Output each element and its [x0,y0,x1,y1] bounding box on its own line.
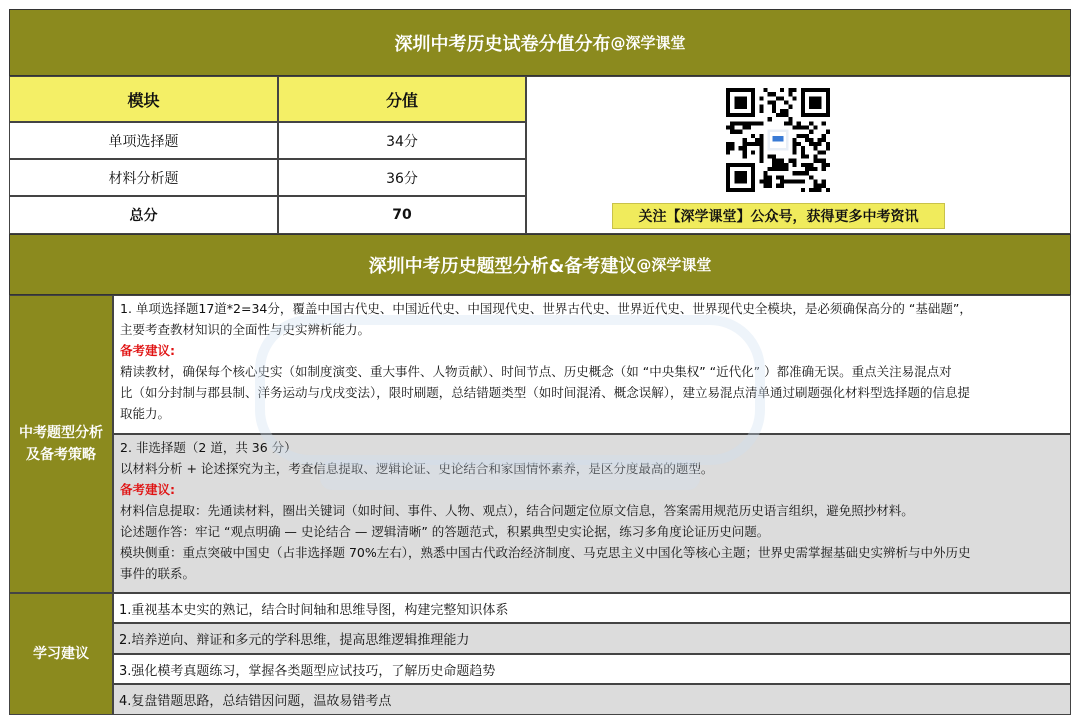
table-total-score: 70 [278,196,526,234]
text-line: 精读教材，确保每个核心史实（如制度演变、重大事件、人物贡献）、时间节点、历史概念（如 “中央集权” “近代化” ）都准确无误。重点关注易混点对 [120,364,952,379]
title-main: 深圳中考历史试卷分值分布 [394,33,611,55]
qr-caption: 关注【深学课堂】公众号，获得更多中考资讯 [612,203,945,229]
title-bar-score-distribution [9,9,1071,76]
side-label-line: 及备考策略 [26,447,96,463]
qr-code-icon[interactable] [726,88,830,192]
study-item: 3.强化模考真题练习，掌握各类题型应试技巧，了解历史命题趋势 [113,654,1071,684]
text-line: 2. 非选择题（2 道，共 36 分） [120,440,297,455]
table-row-score: 36分 [278,159,526,196]
side-label-study: 学习建议 [9,593,113,715]
side-label-line: 中考题型分析 [19,425,103,441]
text-line: 主要考查教材知识的全面性与史实辨析能力。 [120,322,371,337]
text-line: 比（如分封制与郡县制、洋务运动与戊戌变法），限时刷题，总结错题类型（如时间混淆、概念误解），建立易混点清单通过刷题强化材料型选择题的信息提 [120,385,971,400]
text-line: 1. 单项选择题17道*2=34分，覆盖中国古代史、中国近代史、中国现代史、世界古代史、世界近代史、世界现代史全模块，是必须确保高分的 “基础题”， [120,301,972,316]
analysis-part-nonchoice [113,434,1071,593]
side-label-analysis [9,295,113,593]
study-item: 4.复盘错题思路，总结错因问题，温故易错考点 [113,684,1071,715]
table-row-module: 单项选择题 [9,122,278,159]
table-row-score: 34分 [278,122,526,159]
text-line: 模块侧重：重点突破中国史（占非选择题 70%左右），熟悉中国古代政治经济制度、马克思主义中国化等核心主题；世界史需掌握基础史实辨析与中外历史 [120,545,971,560]
title-at: @深学课堂 [610,34,686,52]
title2-at: @深学课堂 [636,256,712,274]
table-header-score: 分值 [278,76,526,122]
analysis-part-choice [113,295,1071,434]
text-line: 论述题作答：牢记 “观点明确 — 史论结合 — 逻辑清晰” 的答题范式，积累典型史实论据，练习多角度论证历史问题。 [120,524,770,539]
study-item: 2.培养逆向、辩证和多元的学科思维，提高思维逻辑推理能力 [113,623,1071,654]
title2-main: 深圳中考历史题型分析&备考建议 [368,255,637,277]
advice-label: 备考建议: [120,343,175,358]
text-line: 取能力。 [120,406,171,421]
text-line: 事件的联系。 [120,566,196,581]
text-line: 以材料分析 + 论述探究为主，考查信息提取、逻辑论证、史论结合和家国情怀素养，是区分度最高的题型。 [120,461,714,476]
study-item: 1.重视基本史实的熟记，结合时间轴和思维导图，构建完整知识体系 [113,593,1071,623]
table-row-module: 材料分析题 [9,159,278,196]
table-total-label: 总分 [9,196,278,234]
table-header-module: 模块 [9,76,278,122]
text-line: 材料信息提取：先通读材料，圈出关键词（如时间、事件、人物、观点），结合问题定位原文信息，答案需用规范历史语言组织，避免照抄材料。 [120,503,914,518]
advice-label: 备考建议: [120,482,175,497]
title-bar-analysis [9,234,1071,295]
